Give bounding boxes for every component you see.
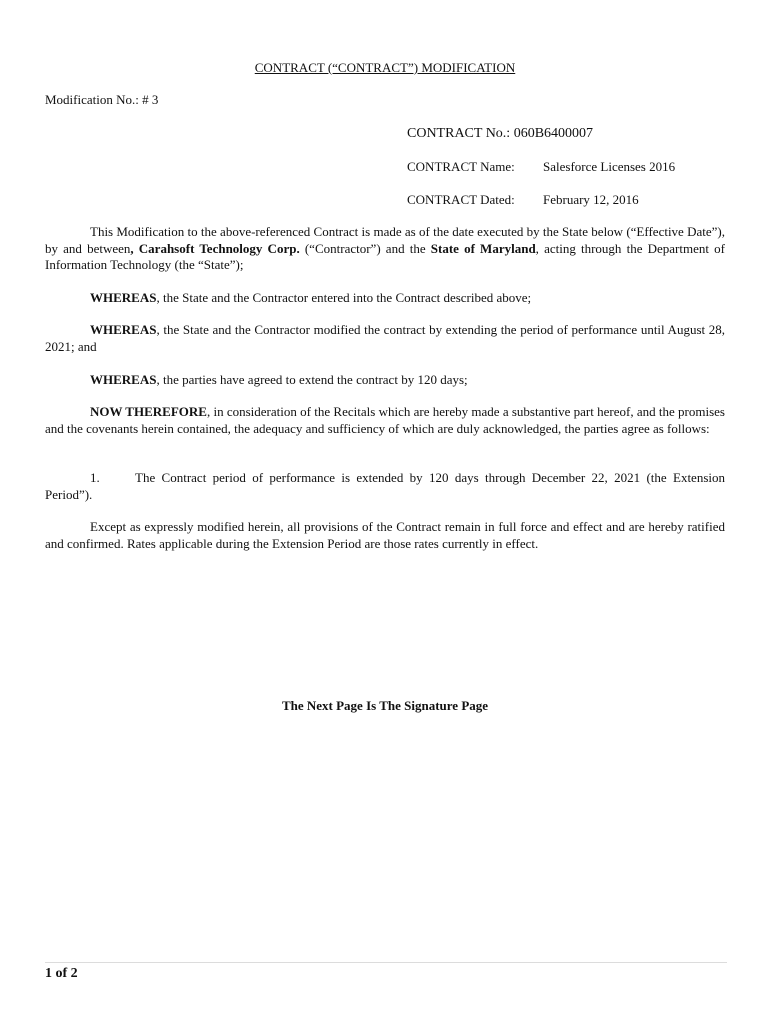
recital-1-text: , the State and the Contractor entered into the Contract described above; — [156, 290, 532, 305]
state-name: State of Maryland — [430, 240, 536, 256]
contract-date-value: February 12, 2016 — [543, 192, 639, 207]
document-title: CONTRACT (“CONTRACT”) MODIFICATION — [254, 60, 516, 75]
preamble-paragraph — [45, 224, 725, 274]
contract-date-label: CONTRACT Dated: — [407, 192, 515, 207]
closing-text: Except as expressly modified herein, all provisions of the Contract remain in full force and effect and are hereby ratified and confirmed. Rates applicable during the Extension Period are those rates currently in effect. — [45, 519, 725, 551]
recital-2-text: , the State and the Contractor modified the contract by extending the period of performance until August 28, 2021; and — [45, 322, 725, 354]
preamble-text-a: This Modification to the above-referenced Contract is made as of the date executed by the State below (“Effective Date”), by and between — [45, 224, 725, 256]
now-therefore-text: , in consideration of the Recitals which are hereby made a substantive part hereof, and the promises and the covenants herein contained, the adequacy and sufficiency of which are duly acknowledged, the parties agree as follows: — [45, 404, 725, 436]
amendment-item-1 — [45, 470, 725, 503]
whereas-heading: WHEREAS — [90, 322, 157, 337]
contract-number-row — [407, 126, 593, 143]
now-therefore-paragraph — [45, 404, 725, 437]
footer-divider — [45, 962, 727, 963]
whereas-heading: WHEREAS — [90, 372, 157, 387]
contract-name-row — [407, 159, 675, 176]
preamble-text-c: (“Contractor”) and the — [299, 240, 431, 256]
recital-2 — [45, 322, 725, 355]
now-therefore-heading: NOW THEREFORE — [90, 404, 207, 419]
page-number: 1 of 2 — [45, 966, 78, 981]
contract-number-label: CONTRACT No.: — [407, 126, 511, 141]
contract-number-value: 060B6400007 — [513, 126, 594, 141]
item-number: 1. — [90, 470, 100, 485]
contract-date-row — [407, 192, 639, 209]
whereas-heading: WHEREAS — [90, 290, 157, 305]
item-text: The Contract period of performance is extended by 120 days through December 22, 2021 (the Extension Period”). — [45, 470, 725, 502]
recital-3-text: , the parties have agreed to extend the contract by 120 days; — [156, 372, 468, 387]
contractor-name: , Carahsoft Technology Corp. — [130, 240, 300, 256]
contract-name-value: Salesforce Licenses 2016 — [543, 159, 676, 174]
recital-1 — [45, 290, 725, 307]
contract-name-label: CONTRACT Name: — [407, 159, 515, 174]
modification-number: Modification No.: # 3 — [45, 92, 159, 107]
next-page-notice: The Next Page Is The Signature Page — [281, 698, 489, 713]
closing-paragraph — [45, 519, 725, 552]
preamble-text-e: , acting through the Department of Information Technology (the “State”); — [45, 240, 725, 272]
recital-3 — [45, 372, 725, 389]
